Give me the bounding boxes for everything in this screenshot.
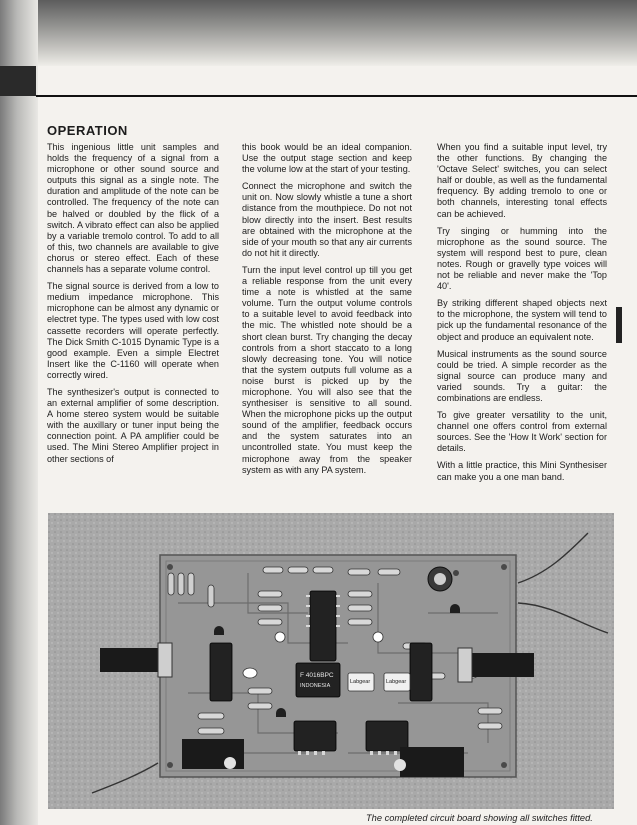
photo-caption: The completed circuit board showing all switches fitted. [366, 813, 593, 823]
chip-label: INDONESIA [300, 683, 331, 689]
chip-label: F 4016BPC [300, 672, 334, 679]
circuit-board-illustration [48, 513, 614, 809]
paragraph: The synthesizer's output is connected to an external amplifier of some description. A home stereo system would be suitable with the auxillary or tuner input being the connection point. A PA amplifier could be used. The Mini Stereo Amplifier project in other sections of [47, 386, 219, 464]
capacitor-label: Labgear [350, 679, 371, 685]
paragraph: Try singing or humming into the microphone as the sound source. The system will respond best to pure, clean notes. Rough or gravelly type voices will not be reliable and never make the 'Top 40'. [437, 225, 607, 292]
paragraph: The signal source is derived from a low to medium impedance microphone. This microphone can be almost any dynamic or electret type. The types used with low cost cassette recorders will operate perfectly. The Dick Smith C-1015 Dynamic Type is a good example. Even a simple Electret Insert like the C-1160 will operate when correctly wired. [47, 281, 219, 380]
paragraph: This ingenious little unit samples and holds the frequency of a signal from a microphone or other sound source and outputs this signal as a single note. The duration and amplitude of the note can be controlled. The frequency of the note can be halved or doubled by the flick of a switch. A vibrato effect can also be applied by a variable tremolo control. To add to all of this, two channels are available to give chorus or stereo effect. Each of these channels has a separate volume control. [47, 142, 219, 275]
binding-edge [0, 66, 36, 96]
text-column-2 [242, 142, 412, 482]
paragraph: With a little practice, this Mini Synthesiser can make you a one man band. [437, 460, 607, 482]
margin-mark [616, 307, 622, 343]
text-column-3 [437, 142, 607, 489]
paragraph: this book would be an ideal companion. Use the output stage section and keep the volume low at the start of your testing. [242, 142, 412, 175]
section-heading: OPERATION [47, 123, 128, 138]
page-top-shadow [0, 0, 637, 66]
circuit-board-photo [48, 513, 614, 809]
page-left-shadow [0, 0, 38, 825]
paragraph: By striking different shaped objects next to the microphone, the system will tend to pick up the fundamental resonance of the object and produce an equivalent note. [437, 298, 607, 342]
paragraph: Musical instruments as the sound source could be tried. A simple recorder as the signal source can produce many and varied sounds. Try a guitar: the combinations are endless. [437, 348, 607, 403]
paragraph: When you find a suitable input level, try the other functions. By changing the 'Octave Select' switches, you can select half or double, as well as the fundamental frequency. By adding tremolo to one or both channels, interesting tonal effects can be achieved. [437, 142, 607, 219]
capacitor-label: Labgear [386, 679, 407, 685]
text-column-1 [47, 142, 219, 471]
paragraph: Turn the input level control up till you get a reliable response from the unit every time a note is whistled at the same volume. Turn the output volume controls to a suitable level to avoid feedback into the mic. The whistled note should be a short clean burst. Try changing the decay controls from a short staccato to a long slowly decreasing tone. You will notice that the system outputs full volume as a noise burst is picked up by the microphone. You will also see that the synthesiser is sensitive to all sound. When the microphone picks up the output sound of the amplifier, feedback occurs and the system saturates into an uncontrolled state. You must keep the microphone away from the speaker system as with any PA system. [242, 264, 412, 475]
paragraph: Connect the microphone and switch the unit on. Now slowly whistle a tune a short distance from the mouthpiece. Do not not blow directly into the insert. Best results are obtained with the microphone at the side of your mouth so that any air currents do not hit it directly. [242, 181, 412, 258]
paragraph: To give greater versatility to the unit, channel one offers control from external sources. See the 'How It Work' section for details. [437, 410, 607, 454]
header-rule [36, 95, 637, 97]
